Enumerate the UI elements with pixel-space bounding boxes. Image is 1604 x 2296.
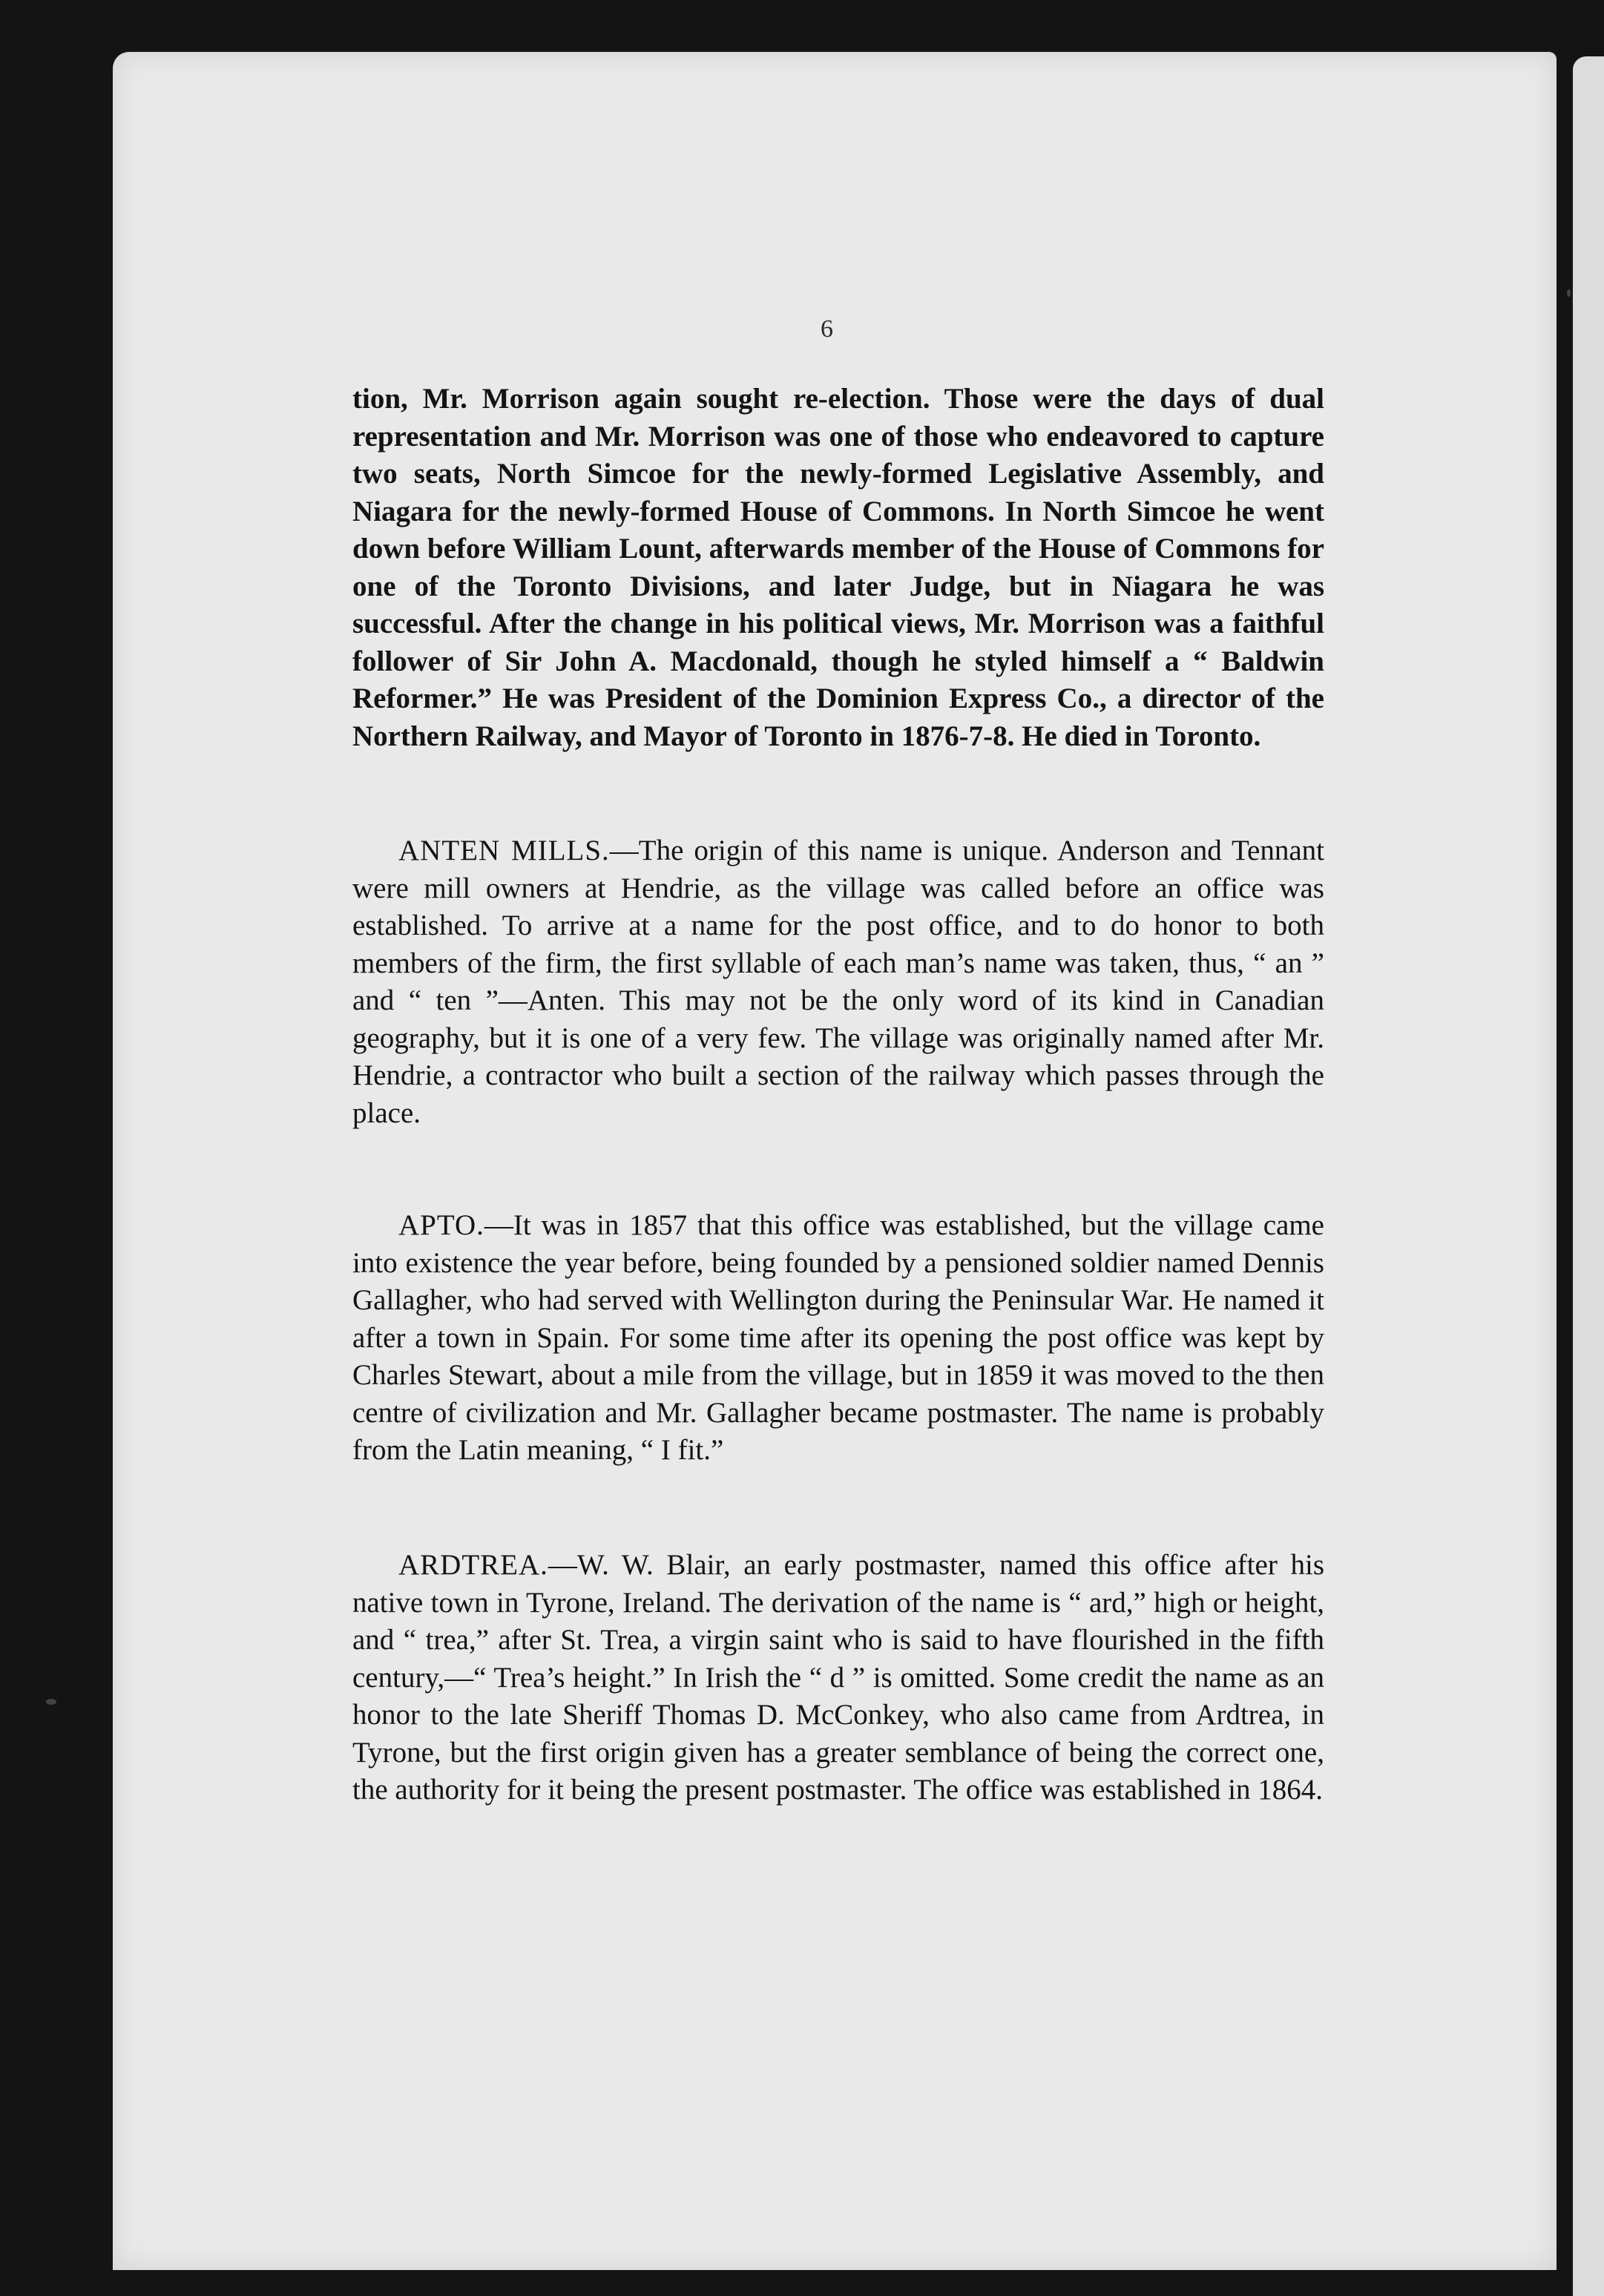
paragraph-anten-mills <box>352 832 1324 1132</box>
entry-heading-ardtrea: ARDTREA. <box>398 1549 548 1581</box>
page-number: 6 <box>821 315 833 343</box>
scan-speck <box>46 1699 56 1705</box>
paragraph-morrison-continuation <box>352 381 1324 755</box>
paragraph-body <box>352 1547 1324 1809</box>
entry-heading-anten-mills: ANTEN MILLS. <box>398 835 610 866</box>
entry-text-ardtrea: —W. W. Blair, an early postmaster, named this office after his native town in Tyrone, Ireland. The derivation of the name is “ ard,” high or height, and “ trea,” after St. Trea, a virgin saint who is said to have flourished in the fifth century,—“ Trea’s height.” In Irish the “ d ” is omitted. Some credit the name as an honor to the late Sheriff Thomas D. McConkey, who also came from Ardtrea, in Tyrone, but the first origin given has a greater semblance of being the correct one, the authority for it being the present postmaster. The office was established in 1864. <box>352 1549 1324 1806</box>
paragraph-body <box>352 832 1324 1132</box>
scan-speck <box>1567 289 1571 297</box>
paragraph-ardtrea <box>352 1547 1324 1809</box>
adjacent-page-edge <box>1573 56 1604 2296</box>
entry-text-anten-mills: —The origin of this name is unique. Anderson and Tennant were mill owners at Hendrie, as the village was called before an office was established. To arrive at a name for the post office, and to do honor to both members of the firm, the first syllable of each man’s name was taken, thus, “ an ” and “ ten ”—Anten. This may not be the only word of its kind in Canadian geography, but it is one of a very few. The village was originally named after Mr. Hendrie, a contractor who built a section of the railway which passes through the place. <box>352 835 1325 1129</box>
entry-text-apto: —It was in 1857 that this office was established, but the village came into existence the year before, being founded by a pensioned soldier named Dennis Gallagher, who had served with Wellington during the Peninsular War. He named it after a town in Spain. For some time after its opening the post office was kept by Charles Stewart, about a mile from the village, but in 1859 it was moved to the then centre of civilization and Mr. Gallagher became postmaster. The name is probably from the Latin meaning, “ I fit.” <box>352 1209 1324 1466</box>
paragraph-apto <box>352 1207 1324 1470</box>
paragraph-body <box>352 1207 1324 1470</box>
paragraph-text: tion, Mr. Morrison again sought re-election. Those were the days of dual representation and Mr. Morrison was one of those who endeavored to capture two seats, North Simcoe for the newly-formed Legislative Assembly, and Niagara for the newly-formed House of Commons. In North Simcoe he went down before William Lount, afterwards member of the House of Commons for one of the Toronto Divisions, and later Judge, but in Niagara he was successful. After the change in his political views, Mr. Morrison was a faithful follower of Sir John A. Macdonald, though he styled himself a “ Baldwin Reformer.” He was President of the Dominion Express Co., a director of the Northern Railway, and Mayor of Toronto in 1876-7-8. He died in Toronto. <box>352 383 1324 752</box>
entry-heading-apto: APTO. <box>398 1209 484 1241</box>
